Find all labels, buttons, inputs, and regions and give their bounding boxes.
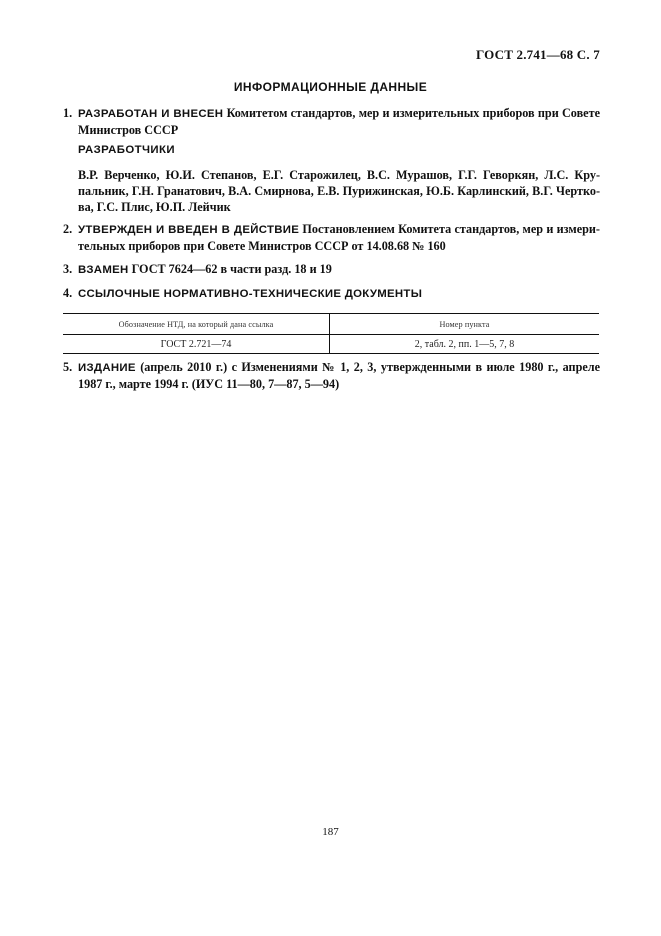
table-cell-document: ГОСТ 2.721—74 — [63, 335, 330, 354]
developers-list — [78, 167, 600, 215]
developers-line: В.Р. Верченко, Ю.И. Степанов, Е.Г. Старожилец, В.С. Мурашов, Г.Г. Геворкян, Л.С. Кру- — [78, 168, 600, 182]
section-text: Постановлением Комитета стандартов, мер и измери- — [299, 222, 600, 236]
section-number: 2. — [63, 222, 73, 236]
section-number: 3. — [63, 262, 73, 276]
section-lead: ССЫЛОЧНЫЕ НОРМАТИВНО-ТЕХНИЧЕСКИЕ ДОКУМЕНТЫ — [78, 288, 423, 300]
page-title: ИНФОРМАЦИОННЫЕ ДАННЫЕ — [233, 80, 428, 94]
section-line — [78, 285, 600, 302]
section-edition — [63, 359, 600, 392]
developers-line: ва, Г.С. Плис, Ю.П. Лейчик — [78, 200, 231, 214]
section-line — [78, 122, 600, 138]
section-text: Министров СССР — [78, 123, 179, 137]
reference-documents-table — [63, 313, 599, 354]
section-replaces — [63, 261, 600, 278]
section-text: тельных приборов при Совете Министров СССР от 14.08.68 № 160 — [78, 239, 446, 253]
section-text: ГОСТ 7624—62 в части разд. 18 и 19 — [128, 262, 332, 276]
section-lead: РАЗРАБОТАН И ВНЕСЕН — [78, 108, 224, 120]
section-lead: ВЗАМЕН — [78, 264, 129, 276]
section-number: 4. — [63, 286, 73, 300]
developers-heading: РАЗРАБОТЧИКИ — [78, 144, 175, 156]
page-number: 187 — [322, 826, 339, 838]
developers-line: пальник, Г.Н. Гранатович, В.А. Смирнова, Е.В. Пурижинская, Ю.Б. Карлинский, В.Г. Чертко- — [78, 184, 600, 198]
section-line — [78, 359, 600, 376]
section-text: 1987 г., марте 1994 г. (ИУС 11—80, 7—87, 5—94) — [78, 377, 340, 391]
section-approved-and-enacted — [63, 221, 600, 254]
section-line — [78, 105, 600, 122]
table-cell-clause: 2, табл. 2, пп. 1—5, 7, 8 — [330, 335, 600, 354]
section-lead: ИЗДАНИЕ — [78, 362, 136, 374]
column-header-clause: Номер пункта — [330, 314, 600, 335]
section-developed-and-submitted — [63, 105, 600, 138]
section-line — [78, 221, 600, 238]
section-lead: УТВЕРЖДЕН И ВВЕДЕН В ДЕЙСТВИЕ — [78, 224, 300, 236]
section-line — [78, 261, 600, 278]
section-line — [78, 238, 600, 254]
section-number: 5. — [63, 360, 73, 374]
section-line — [78, 376, 600, 392]
section-text: (апрель 2010 г.) с Изменениями № 1, 2, 3, утвержденными в июле 1980 г., апреле — [135, 360, 600, 374]
table-row — [63, 335, 599, 354]
document-reference-header: ГОСТ 2.741—68 С. 7 — [475, 47, 600, 62]
section-reference-documents — [63, 285, 600, 302]
table-header-row — [63, 314, 599, 335]
column-header-document: Обозначение НТД, на который дана ссылка — [63, 314, 330, 335]
section-text: Комитетом стандартов, мер и измерительных приборов при Совете — [223, 106, 600, 120]
section-number: 1. — [63, 106, 73, 120]
